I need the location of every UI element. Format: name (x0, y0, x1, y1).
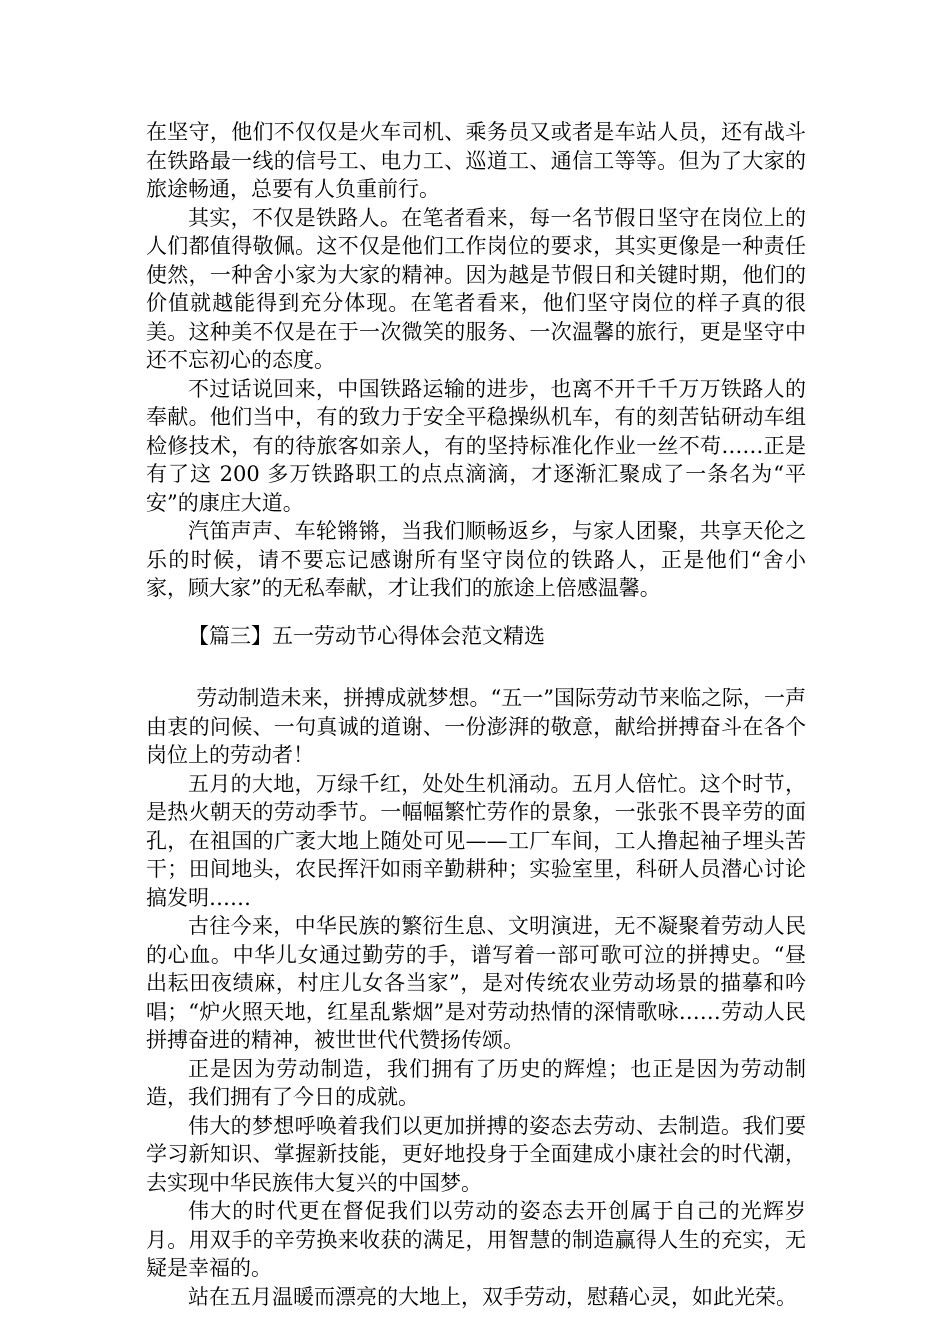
paragraph: 在坚守，他们不仅仅是火车司机、乘务员又或者是车站人员，还有战斗在铁路最一线的信号工、电力工、巡道工、通信工等等。但为了大家的旅途畅通，总要有人负重前行。 (146, 120, 806, 201)
document-page (146, 118, 806, 1311)
section-3 (146, 684, 806, 1311)
paragraph: 其实，不仅是铁路人。在笔者看来，每一名节假日坚守在岗位上的人们都值得敬佩。这不仅是他们工作岗位的要求，其实更像是一种责任使然，一种舍小家为大家的精神。因为越是节假日和关键时期，他们的价值就越能得到充分体现。在笔者看来，他们坚守岗位的样子真的很美。这种美不仅是在于一次微笑的服务、一次温馨的旅行，更是坚守中还不忘初心的态度。 (146, 205, 806, 372)
paragraph: 站在五月温暖而漂亮的大地上，双手劳动，慰藉心灵，如此光荣。 (188, 1284, 797, 1309)
paragraph: 劳动制造未来，拼搏成就梦想。“五一”国际劳动节来临之际，一声由衷的问候、一句真诚的道谢、一份澎湃的敬意，献给拼搏奋斗在各个岗位上的劳动者！ (146, 686, 806, 767)
paragraph: 正是因为劳动制造，我们拥有了历史的辉煌；也正是因为劳动制造，我们拥有了今日的成就。 (146, 1056, 806, 1109)
section-heading: 【篇三】五一劳动节心得体会范文精选 (188, 623, 545, 648)
paragraph: 汽笛声声、车轮锵锵，当我们顺畅返乡，与家人团聚，共享天伦之乐的时候，请不要忘记感谢所有坚守岗位的铁路人，正是他们“舍小家，顾大家”的无私奉献，才让我们的旅途上倍感温馨。 (146, 519, 806, 600)
paragraph: 古往今来，中华民族的繁衍生息、文明演进，无不凝聚着劳动人民的心血。中华儿女通过勤劳的手，谱写着一部可歌可泣的拼搏史。“昼出耘田夜绩麻，村庄儿女各当家”，是对传统农业劳动场景的描摹和吟唱；“炉火照天地，红星乱紫烟”是对劳动热情的深情歌咏……劳动人民拼搏奋进的精神，被世世代代赞扬传颂。 (146, 914, 806, 1052)
section-1 (146, 118, 806, 603)
paragraph: 伟大的梦想呼唤着我们以更加拼搏的姿态去劳动、去制造。我们要学习新知识、掌握新技能，更好地投身于全面建成小康社会的时代潮，去实现中华民族伟大复兴的中国梦。 (146, 1113, 806, 1195)
paragraph: 伟大的时代更在督促我们以劳动的姿态去开创属于自己的光辉岁月。用双手的辛劳换来收获的满足，用智慧的制造赢得人生的充实，无疑是幸福的。 (146, 1199, 806, 1280)
paragraph: 不过话说回来，中国铁路运输的进步，也离不开千千万万铁路人的奉献。他们当中，有的致力于安全平稳操纵机车，有的刻苦钻研动车组检修技术，有的待旅客如亲人，有的坚持标准化作业一丝不苟……正是有了这 200 多万铁路职工的点点滴滴，才逐渐汇聚成了一条名为“平安”的康庄大道。 (146, 376, 806, 515)
paragraph: 五月的大地，万绿千红，处处生机涌动。五月人倍忙。这个时节，是热火朝天的劳动季节。一幅幅繁忙劳作的景象，一张张不畏辛劳的面孔，在祖国的广袤大地上随处可见——工厂车间，工人撸起袖子埋头苦干；田间地头，农民挥汗如雨辛勤耕种；实验室里，科研人员潜心讨论搞发明…… (146, 771, 806, 910)
